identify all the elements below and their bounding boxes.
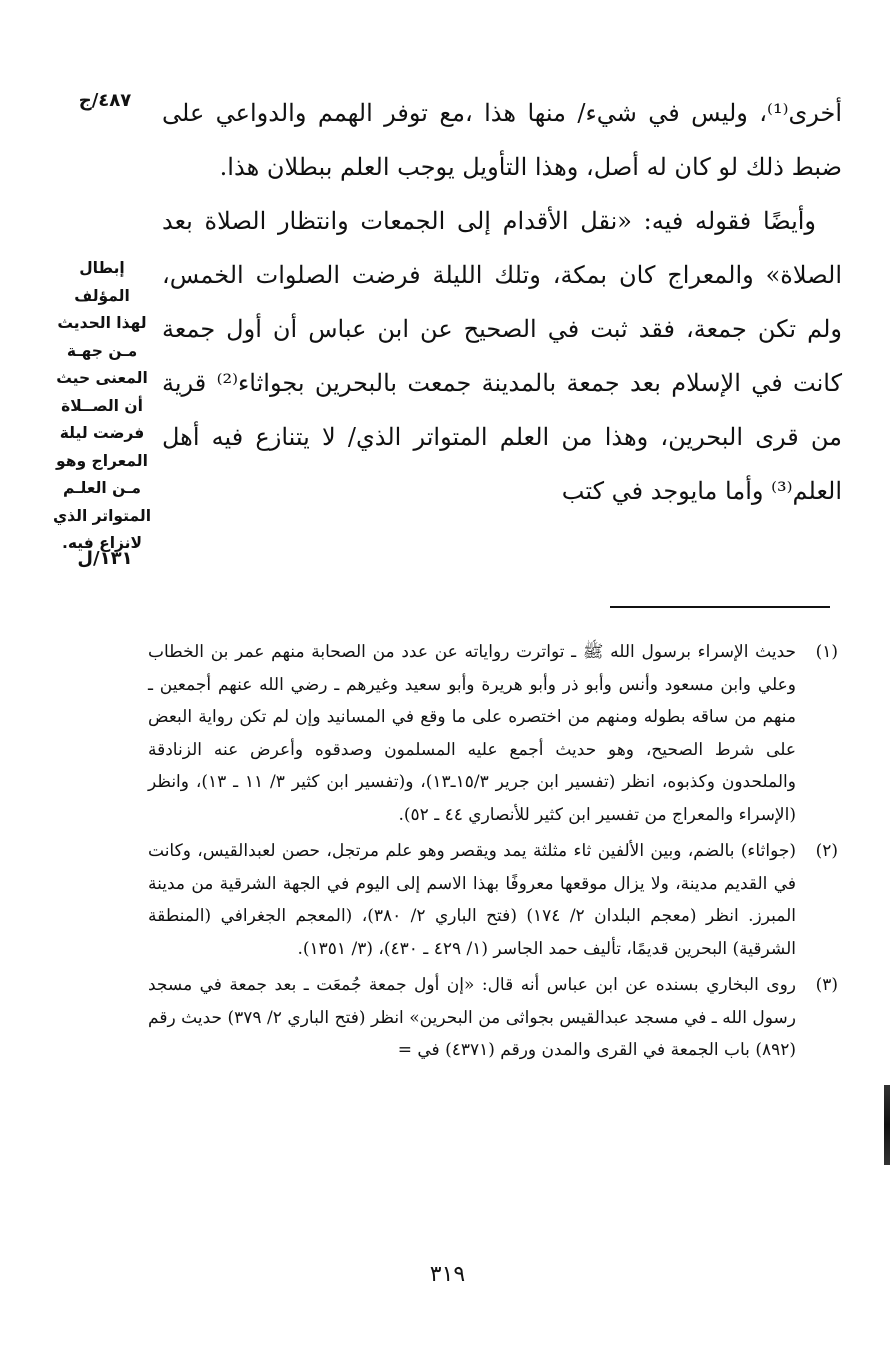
footnote	[148, 636, 838, 831]
footnote	[148, 835, 838, 965]
margin-note	[50, 255, 154, 558]
main-text	[162, 86, 842, 518]
scan-edge-mark	[884, 1085, 890, 1165]
footnote-number: (٣)	[815, 975, 838, 995]
margin-ref-top: ٤٨٧/ج	[78, 90, 132, 111]
footnotes	[148, 636, 838, 1071]
margin-note-line: المعنى حيث	[56, 369, 148, 387]
margin-note-line: مـن العلـم	[63, 479, 141, 497]
page-number: ٣١٩	[429, 1262, 466, 1287]
footnote-number: (٢)	[815, 841, 838, 861]
margin-note-line: لهذا الحديث	[57, 314, 147, 332]
footnote-divider	[610, 606, 830, 608]
footnote-number: (١)	[815, 642, 838, 662]
margin-note-line: لانزاع فيه.	[61, 534, 143, 552]
margin-note-line: المعراج وهو	[56, 451, 148, 470]
main-paragraph: وأيضًا فقوله فيه: «نقل الأقدام إلى الجمعات وانتظار الصلاة بعد الصلاة» والمعراج كان بمكة، وتلك الليلة فرضت الصلوات الخمس، ولم تكن جمعة، فقد ثبت في الصحيح عن ابن عباس أن أول جمعة كانت في الإسلام بعد جمعة بالمدينة جمعت بالبحرين بجواثاء⁽²⁾ قرية من قرى البحرين، وهذا من العلم المتواتر الذي/ لا يتنازع فيه أهل العلم⁽³⁾ وأما مايوجد في كتب	[162, 207, 842, 505]
main-paragraph: أخرى⁽¹⁾، وليس في شيء/ منها هذا ،مع توفر الهمم والدواعي على ضبط ذلك لو كان له أصل، وهذا التأويل يوجب العلم ببطلان هذا.	[162, 99, 842, 181]
footnote	[148, 969, 838, 1067]
margin-note-line: مـن جهـة	[66, 341, 138, 360]
margin-note-line: المتواتر الذي	[52, 506, 152, 525]
margin-note-line: أن الصــلاة	[61, 396, 143, 415]
footnote-text: (جواثاء) بالضم، وبين الألفين ثاء مثلثة يمد ويقصر وهو علم مرتجل، حصن لعبدالقيس، وكانت في القديم مدينة، ولا يزال موقعها معروفًا بهذا الاسم إلى اليوم في الجهة الشرقية من مدينة المبرز. انظر (معجم البلدان ٢/ ١٧٤) (فتح الباري ٢/ ٣٨٠)، (المعجم الجغرافي (المنطقة الشرقية) البحرين قديمًا، تأليف حمد الجاسر (١/ ٤٢٩ ـ ٤٣٠)، (٣/ ١٣٥١).	[148, 841, 796, 959]
margin-ref-bottom: ١٣١/ل	[77, 548, 133, 569]
margin-note-line: فرضت ليلة	[59, 424, 145, 442]
footnote-text: حديث الإسراء برسول الله ﷺ ـ تواترت رواياته عن عدد من الصحابة منهم عمر بن الخطاب وعلي وابن مسعود وأنس وأبو ذر وأبو هريرة وأبو سعيد وغيرهم ـ رضي الله عنهم أجمعين ـ منهم من ساقه بطوله ومنهم من اختصره على ما وقع في المسانيد وإن لم تكن رواية البعض على شرط الصحيح، وهو حديث أجمع عليه المسلمون وصدقوه وأعرض عنه الزنادقة والملحدون وكذبوه، انظر (تفسير ابن جرير ١٥/٣ـ١٣)، و(تفسير ابن كثير ٣/ ١١ ـ ١٣)، وانظر (الإسراء والمعراج من تفسير ابن كثير للأنصاري ٤٤ ـ ٥٢).	[148, 642, 796, 825]
footnote-text: روى البخاري بسنده عن ابن عباس أنه قال: «إن أول جمعة جُمعَت ـ بعد جمعة في مسجد رسول الله ـ في مسجد عبدالقيس بجواثى من البحرين» انظر (فتح الباري ٢/ ٣٧٩) حديث رقم (٨٩٢) باب الجمعة في القرى والمدن ورقم (٤٣٧١) في =	[148, 975, 797, 1060]
margin-note-line: إبطال المؤلف	[74, 259, 130, 305]
